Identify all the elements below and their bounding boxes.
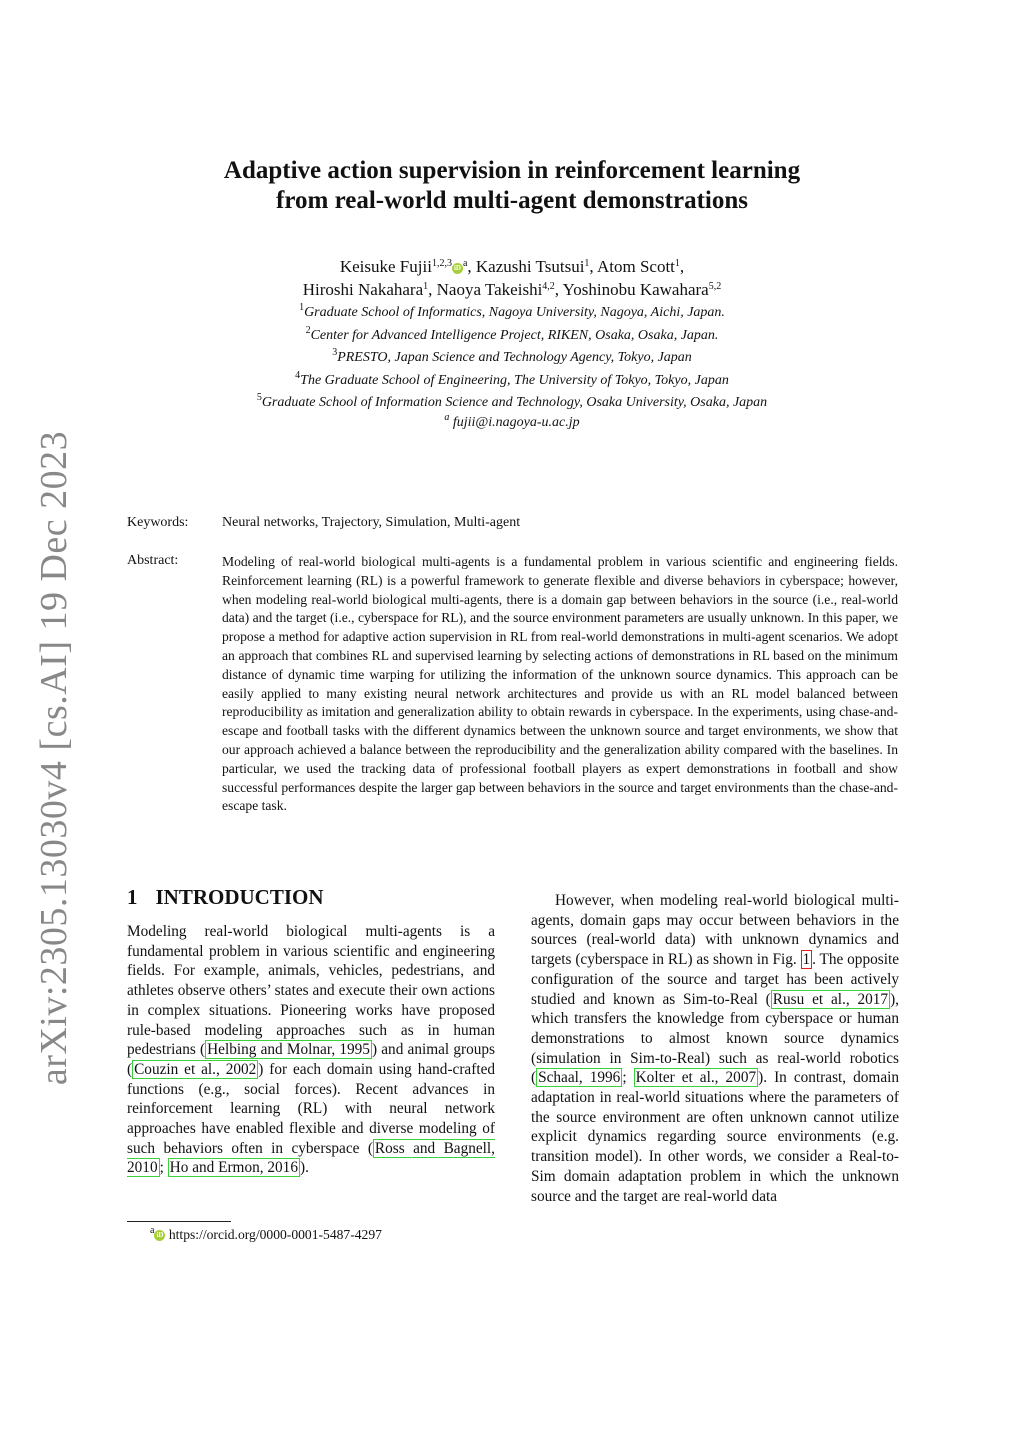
keywords: Neural networks, Trajectory, Simulation, Multi-agent	[222, 515, 521, 530]
author-name: Yoshinobu Kawahara	[562, 280, 709, 299]
section-heading	[127, 885, 324, 910]
citation-link[interactable]: Schaal, 1996	[538, 1069, 621, 1087]
affiliation: $^3$PRESTO, Japan Science and Technology Agency, Tokyo, Japan	[332, 347, 692, 366]
author-name: Kazushi Tsutsui	[475, 257, 585, 276]
orcid-icon[interactable]: iD	[453, 264, 461, 272]
orcid-url[interactable]: https://orcid.org/0000-0001-5487-4297	[168, 1227, 382, 1242]
author-line-1: Keisuke Fujii$^{1,2,3}$ iD $^a$, Kazushi Tsutsui$^1$, Atom Scott$^1$,	[339, 257, 685, 276]
author-name: Atom Scott	[596, 257, 675, 276]
author-affil-sup: 1	[674, 258, 680, 269]
citation-link[interactable]: Ho and Ermon, 2016	[169, 1159, 298, 1177]
intro-right-column	[531, 891, 899, 1206]
affiliation: $^2$Center for Advanced Intelligence Project, RIKEN, Osaka, Osaka, Japan.	[305, 324, 719, 343]
abstract-text: Modeling of real-world biological multi-agents is a fundamental problem in various scientific and engineering fields. Reinforcement learning (RL) is a powerful framework to generate flexible and diverse behaviors in cyberspace; however, when modeling real-world biological multi-agents, there is a domain gap between behaviors in the source (i.e., real-world data) and the target (i.e., cyberspace for RL), and the source environment parameters are usually unknown. In this paper, we propose a method for adaptive action supervision in RL from real-world demonstrations in multi-agent scenarios. We adopt an approach that combines RL and supervised learning by selecting actions of demonstrations in RL based on the minimum distance of dynamic time warping for utilizing the information of the unknown source dynamics. This approach can be easily applied to many existing neural network architectures and provide us with an RL model balanced between reproducibility as imitation and generalization ability to obtain rewards in cyberspace. In the experiments, using chase-and-escape and football tasks with the different dynamics between the unknown source and target environments, we show that our approach achieved a balance between the reproducibility and the generalization ability compared with the baselines. In particular, we used the tracking data of professional football players as expert demonstrations in football and show successful performances despite the larger gap between behaviors in the source and target environments than the chase-and-escape task.	[222, 554, 898, 814]
section-title: INTRODUCTION	[155, 885, 324, 909]
author-affil-sup: 1,2,3	[431, 258, 452, 269]
intro-left-column	[127, 922, 495, 1178]
affiliation: $^1$Graduate School of Informatics, Nagoya University, Nagoya, Aichi, Japan.	[299, 302, 725, 320]
paragraph: However, when modeling real-world biological multi-agents, domain gaps may occur between behaviors in the sources (real-world data) with unknown dynamics and targets (cyberspace in RL) as shown in Fig. 1 . The opposite configuration of the source and target has been actively studied and known as Sim-to-Real ( Rusu et al., 2017 ), which transfers the knowledge from cyberspace or human demonstrations to almost known source dynamics (simulation in Sim-to-Real) such as real-world robotics ( Schaal, 1996 ; Kolter et al., 2007 ). In contrast, domain adaptation in real-world situations where the parameters of the source environment are often unknown cannot utilize explicit dynamics regarding source environments (e.g. transition model). In other words, we consider a Real-to-Sim domain adaptation problem in which the unknown source and the target are real-world data	[531, 892, 900, 1205]
citation-link[interactable]: Couzin et al., 2002	[134, 1060, 257, 1078]
affiliation: $^4$The Graduate School of Engineering, The University of Tokyo, Tokyo, Japan	[295, 369, 729, 388]
contact-email: $^a$ fujii@i.nagoya-u.ac.jp	[444, 411, 580, 430]
author-affil-sup: 1	[584, 258, 590, 269]
title-line-1: Adaptive action supervision in reinforcement learning	[223, 157, 801, 184]
keywords-label: Keywords:	[127, 515, 189, 530]
orcid-footnote-mark: a	[462, 258, 468, 269]
arxiv-id: arXiv:2305.13030v4 [cs.AI] 19 Dec 2023	[33, 430, 75, 1086]
section-number: 1	[127, 885, 138, 909]
footnote-divider	[127, 1221, 231, 1222]
citation-link[interactable]: Kolter et al., 2007	[635, 1069, 757, 1087]
figure-ref-link[interactable]: 1	[802, 951, 811, 969]
orcid-icon[interactable]: iD	[156, 1231, 164, 1239]
footnote	[150, 1227, 382, 1243]
author-name: Hiroshi Nakahara	[302, 280, 424, 299]
citation-link[interactable]: Ross and Bagnell, 2010	[127, 1139, 495, 1177]
paragraph: Modeling real-world biological multi-agents is a fundamental problem in various scientific and engineering fields. For example, animals, vehicles, pedestrians, and athletes observe others’ states and execute their own actions in complex situations. Pioneering works have proposed rule-based modeling approaches such as in human pedestrians ( Helbing and Molnar, 1995 ) and animal groups ( Couzin et al., 2002 ) for each domain using hand-crafted functions (e.g., social forces). Recent advances in reinforcement learning (RL) with neural network approaches have enabled flexible and diverse modeling of such behaviors often in cyberspace ( Ross and Bagnell, 2010 ; Ho and Ermon, 2016 ).	[127, 923, 496, 1177]
paper-title	[150, 156, 874, 216]
affiliation-list	[150, 302, 874, 431]
author-line-2: Hiroshi Nakahara$^1$, Naoya Takeishi$^{4,2}$, Yoshinobu Kawahara$^{5,2}$	[302, 280, 722, 299]
author-affil-sup: 5,2	[708, 281, 722, 292]
citation-link[interactable]: Rusu et al., 2017	[772, 990, 889, 1008]
author-list	[150, 255, 874, 301]
author-affil-sup: 4,2	[542, 281, 555, 292]
author-affil-sup: 1	[423, 281, 429, 292]
footnote-mark: a	[150, 1225, 155, 1236]
affiliation: $^5$Graduate School of Information Science and Technology, Osaka University, Osaka, Japan	[256, 392, 768, 411]
title-line-2: from real-world multi-agent demonstrations	[276, 187, 748, 214]
arxiv-watermark	[14, 430, 94, 1086]
abstract-label: Abstract:	[127, 553, 179, 568]
author-name: Keisuke Fujii	[339, 257, 432, 276]
author-name: Naoya Takeishi	[436, 280, 543, 299]
citation-link[interactable]: Helbing and Molnar, 1995	[207, 1041, 370, 1059]
